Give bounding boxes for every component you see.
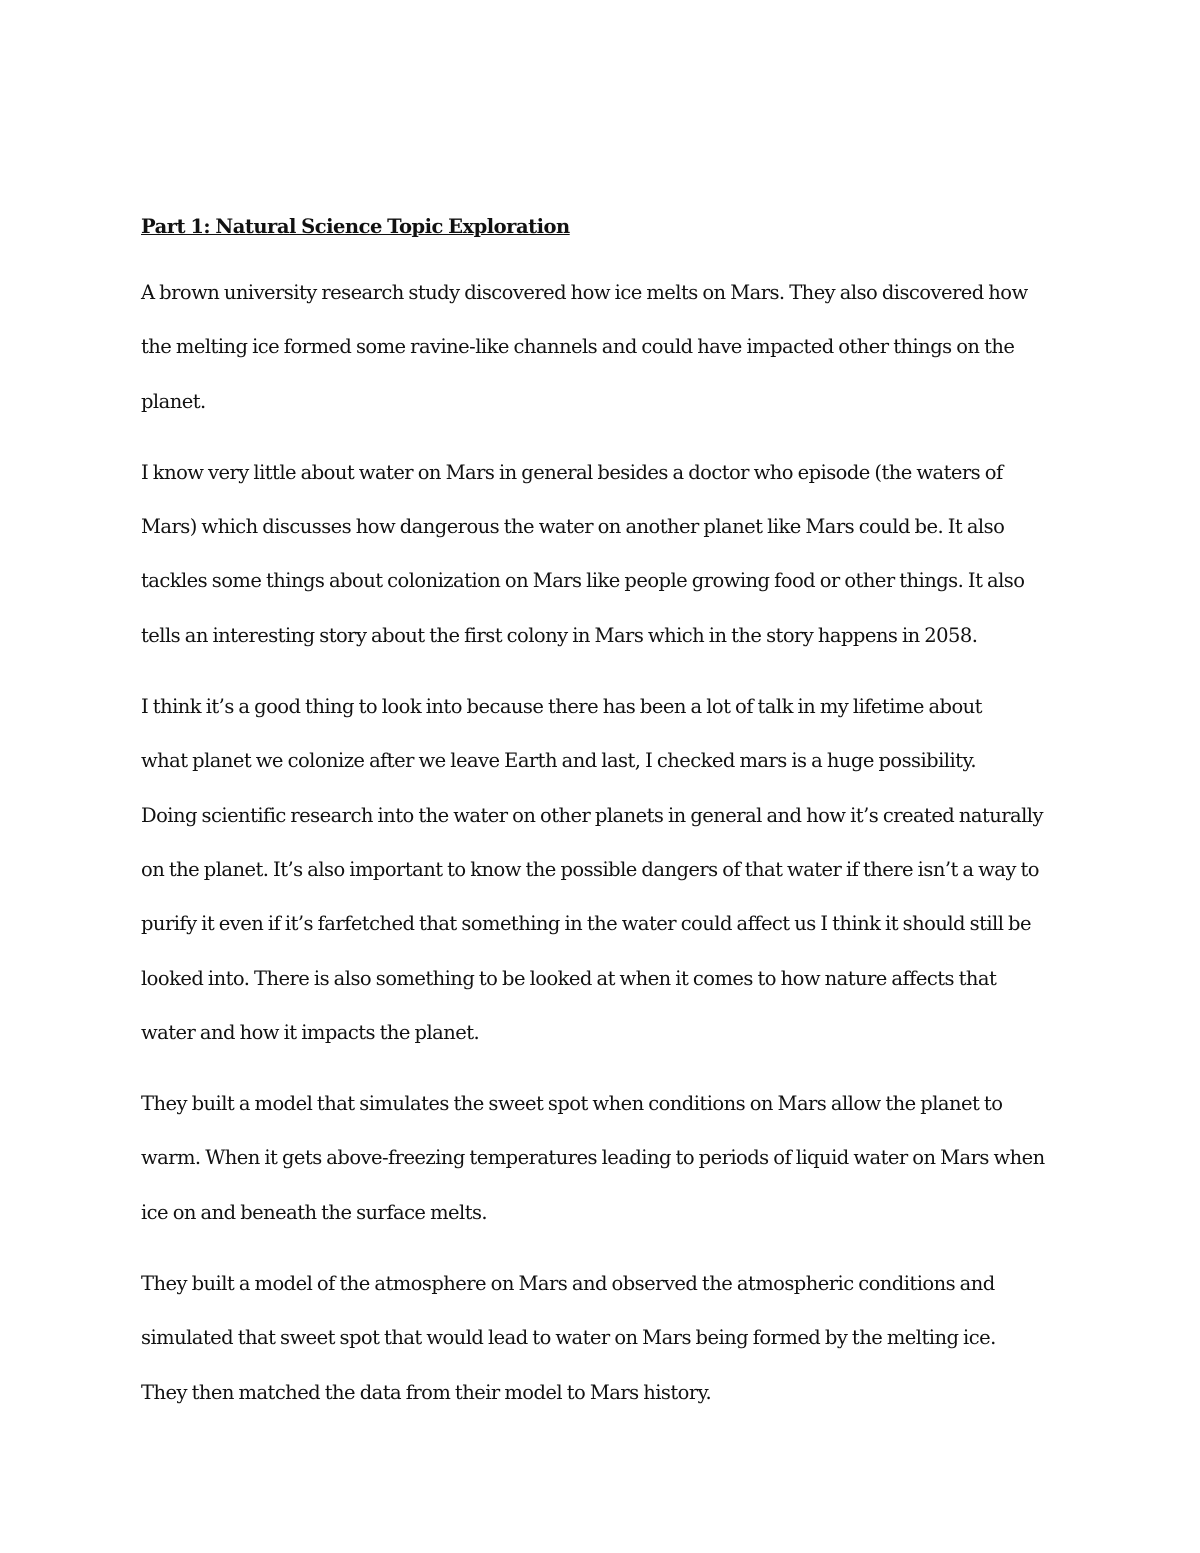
text-line: I think it’s a good thing to look into because there has been a lot of talk in my lifetime about bbox=[141, 695, 982, 719]
text-line: simulated that sweet spot that would lead to water on Mars being formed by the melting ice. bbox=[141, 1326, 996, 1350]
text-line: I know very little about water on Mars in general besides a doctor who episode (the waters of bbox=[141, 460, 1003, 484]
paragraph-3 bbox=[141, 680, 1066, 1060]
section-heading: Part 1: Natural Science Topic Exploration bbox=[141, 215, 570, 238]
paragraph-1 bbox=[141, 266, 1066, 429]
text-line: water and how it impacts the planet. bbox=[141, 1020, 480, 1044]
text-line: Doing scientific research into the water on other planets in general and how it’s created naturally bbox=[141, 803, 1043, 827]
text-line: ice on and beneath the surface melts. bbox=[141, 1200, 488, 1224]
text-line: what planet we colonize after we leave Earth and last, I checked mars is a huge possibility. bbox=[141, 749, 976, 773]
text-line: Mars) which discusses how dangerous the water on another planet like Mars could be. It also bbox=[141, 515, 1005, 539]
text-line: They then matched the data from their model to Mars history. bbox=[141, 1380, 712, 1404]
text-line: A brown university research study discovered how ice melts on Mars. They also discovered how bbox=[141, 281, 1028, 304]
document-body bbox=[141, 207, 1066, 1437]
text-line: tells an interesting story about the first colony in Mars which in the story happens in 2058. bbox=[141, 623, 978, 647]
text-line: the melting ice formed some ravine-like channels and could have impacted other things on the bbox=[141, 335, 1015, 359]
text-line: purify it even if it’s farfetched that something in the water could affect us I think it should still be bbox=[141, 912, 1031, 936]
text-line: tackles some things about colonization on Mars like people growing food or other things. It also bbox=[141, 569, 1025, 593]
text-line: planet. bbox=[141, 389, 206, 413]
text-line: looked into. There is also something to be looked at when it comes to how nature affects that bbox=[141, 966, 997, 990]
paragraph-4 bbox=[141, 1077, 1066, 1240]
text-line: warm. When it gets above-freezing temperatures leading to periods of liquid water on Mars when bbox=[141, 1146, 1045, 1170]
text-line: They built a model that simulates the sweet spot when conditions on Mars allow the planet to bbox=[141, 1092, 1003, 1116]
text-line: They built a model of the atmosphere on Mars and observed the atmospheric conditions and bbox=[141, 1272, 995, 1296]
paragraph-5 bbox=[141, 1257, 1066, 1420]
text-line: on the planet. It’s also important to know the possible dangers of that water if there isn’t a way to bbox=[141, 857, 1039, 881]
paragraph-2 bbox=[141, 446, 1066, 663]
